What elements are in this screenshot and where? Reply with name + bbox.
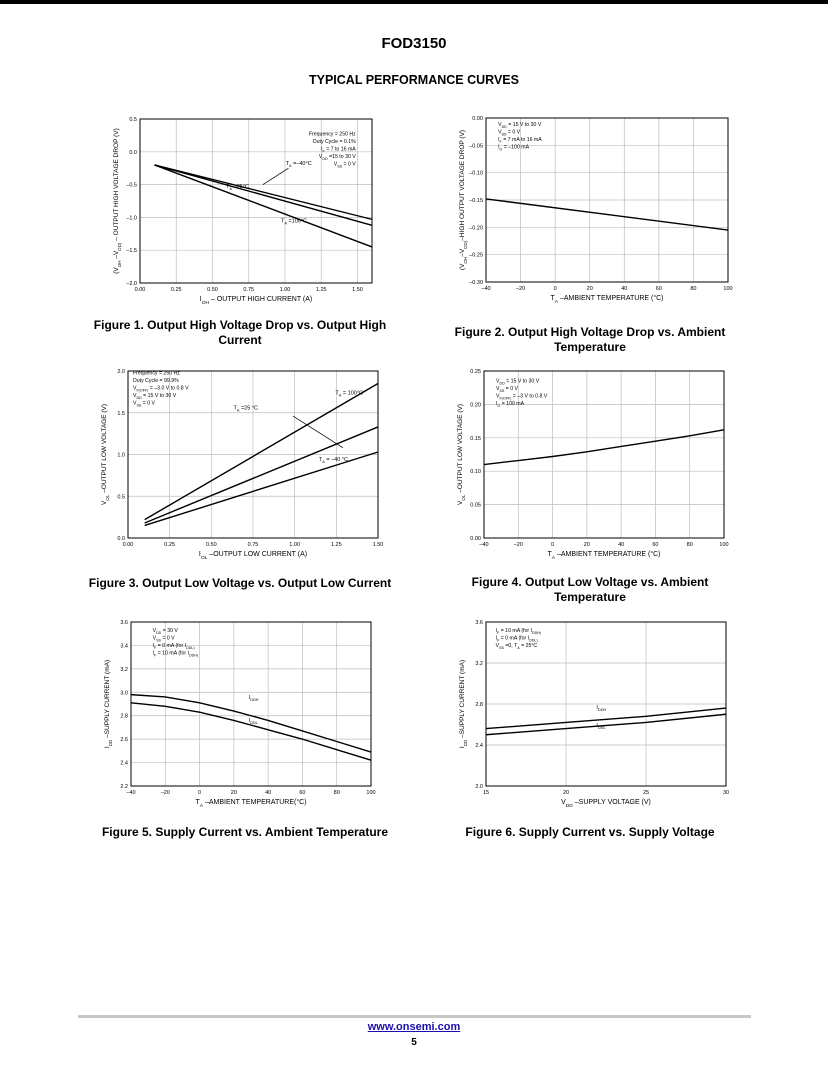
figure-1-caption: Figure 1. Output High Voltage Drop vs. Output High Current bbox=[93, 318, 387, 347]
y-tick-label: 2.0 bbox=[117, 369, 125, 375]
y-tick-label: 0.00 bbox=[470, 536, 481, 542]
y-tick-label: 3.6 bbox=[120, 620, 128, 626]
x-tick-label: 100 bbox=[719, 542, 729, 548]
y-tick-label: 0.20 bbox=[470, 402, 481, 409]
condition-text: $I_F = 10$ mA (for $I_{DDH)}$ bbox=[152, 650, 199, 658]
series-label-i-ddh: $I_{DDH}$ bbox=[596, 704, 607, 712]
x-tick-label: 80 bbox=[333, 790, 340, 796]
condition-text: $V_{DD} = 30$ V bbox=[152, 627, 178, 635]
x-tick-label: 0.25 bbox=[164, 542, 176, 548]
y-tick-label: 0.0 bbox=[129, 149, 137, 156]
y-axis-label: ($V_{OH}-V_{DD)}$–HIGH OUTPUT VOLTAGE DROP (V) bbox=[459, 129, 468, 271]
series-label-i-ddl: $I_{DDL}$ bbox=[248, 718, 258, 726]
chart-1-svg bbox=[100, 110, 400, 305]
x-tick-label: 0.75 bbox=[243, 287, 255, 293]
series-line-t-a-100-c bbox=[155, 165, 373, 247]
series-line-t-a-40-c bbox=[155, 165, 373, 219]
y-tick-label: 0.10 bbox=[470, 469, 481, 476]
series-line-t-a-100-c bbox=[145, 384, 378, 520]
y-axis-label: $V_{OL}$ –OUTPUT LOW VOLTAGE (V) bbox=[101, 403, 110, 506]
x-tick-label: 0.50 bbox=[205, 542, 217, 548]
condition-text: $V_{SS} = 0$ V bbox=[496, 386, 519, 394]
x-tick-label: –40 bbox=[479, 542, 489, 548]
y-tick-label: –0.25 bbox=[469, 252, 483, 259]
y-tick-label: –0.05 bbox=[469, 143, 483, 150]
page-number: 5 bbox=[411, 1037, 417, 1048]
series-label-t-a-25-c: $T_A =25$ °C bbox=[233, 405, 258, 413]
condition-text: $V_{SS} = 0$ V bbox=[152, 635, 175, 643]
y-tick-label: 1.0 bbox=[117, 452, 125, 459]
figure-2-chart bbox=[448, 110, 748, 322]
y-axis-label: $I_{DD}$ –SUPPLY CURRENT (mA) bbox=[459, 659, 468, 749]
x-tick-label: 1.00 bbox=[279, 287, 291, 293]
y-tick-label: 2.0 bbox=[475, 784, 483, 790]
condition-text: $V_{DD} =15$ to 30 V bbox=[318, 153, 356, 161]
x-tick-label: 100 bbox=[366, 790, 376, 796]
x-tick-label: 100 bbox=[723, 286, 733, 292]
condition-text: $I_O = 100$ mA bbox=[496, 401, 525, 409]
y-tick-label: 0.25 bbox=[470, 369, 481, 375]
condition-text: $V_{DD} = 15$ V to 30 V bbox=[133, 392, 177, 400]
figure-1-chart bbox=[100, 110, 400, 305]
x-tick-label: 40 bbox=[618, 542, 625, 548]
condition-text: Duty Cycle = 99.9% bbox=[133, 377, 179, 384]
x-tick-label: 30 bbox=[722, 790, 730, 796]
y-tick-label: 2.8 bbox=[475, 702, 483, 708]
condition-text: $V_{SS} = 0$ V bbox=[133, 400, 156, 408]
y-tick-label: –0.10 bbox=[469, 170, 483, 177]
condition-text: $V_{F(OFF)} = -3$ V to 0.8 V bbox=[496, 393, 548, 401]
x-tick-label: 60 bbox=[652, 542, 659, 548]
x-axis-label: $T_A$ –AMBIENT TEMPERATURE (°C) bbox=[547, 551, 661, 561]
x-tick-label: 20 bbox=[583, 542, 590, 548]
condition-text: $I_F = 7$ to 16 mA bbox=[321, 146, 356, 154]
y-tick-label: 1.5 bbox=[117, 410, 125, 417]
figure-4-caption: Figure 4. Output Low Voltage vs. Ambient Temperature bbox=[471, 575, 709, 604]
chart-3-svg bbox=[90, 363, 390, 563]
x-tick-label: –40 bbox=[126, 790, 136, 796]
x-tick-label: 1.25 bbox=[315, 287, 327, 293]
condition-text: $V_{SS} =0$, $T_A = 25^\circ C$ bbox=[495, 642, 538, 650]
condition-text: $I_F = 0$ mA (for $I_{DDL)}$ bbox=[495, 635, 538, 643]
x-tick-label: 1.50 bbox=[372, 542, 384, 548]
series-line-i-ddl bbox=[486, 714, 726, 735]
figure-3-chart bbox=[90, 363, 390, 563]
x-tick-label: 0.00 bbox=[122, 542, 134, 548]
y-axis-label: $I_{DD}$ –SUPPLY CURRENT (mA) bbox=[104, 659, 113, 749]
series-line-v-oh-v-dd bbox=[486, 199, 728, 230]
y-tick-label: 0.05 bbox=[470, 502, 481, 509]
series-label-t-a-40-c: $T_A =-40^\circ C$ bbox=[285, 160, 312, 168]
figure-2-caption: Figure 2. Output High Voltage Drop vs. Ambient Temperature bbox=[454, 325, 726, 354]
y-tick-label: –0.20 bbox=[469, 225, 483, 232]
x-tick-label: 20 bbox=[230, 790, 237, 796]
y-tick-label: –0.30 bbox=[469, 280, 483, 286]
condition-text: Frequency = 250 Hz bbox=[308, 131, 356, 138]
x-tick-label: 1.25 bbox=[330, 542, 342, 548]
series-line-i-ddl bbox=[131, 703, 371, 760]
series-label-t-a-40-c: $T_A = -40$ °C bbox=[318, 457, 348, 465]
series-label-t-a-100-c: $T_A =100^\circ C$ bbox=[280, 218, 308, 226]
x-axis-label: $T_A$ –AMBIENT TEMPERATURE(°C) bbox=[195, 799, 307, 809]
chart-2-svg bbox=[448, 110, 748, 322]
top-rule bbox=[0, 0, 828, 4]
y-tick-label: 3.6 bbox=[475, 620, 483, 626]
x-tick-label: 60 bbox=[299, 790, 306, 796]
chart-4-svg bbox=[446, 363, 746, 563]
x-tick-label: 40 bbox=[265, 790, 272, 796]
condition-text: Duty Cycle = 0.1% bbox=[312, 138, 356, 145]
condition-text: $V_{DD} = 15$ V to 30 V bbox=[496, 378, 540, 386]
series-label-i-ddl: $I_{DDL}$ bbox=[596, 722, 606, 730]
x-tick-label: –20 bbox=[515, 286, 526, 292]
condition-text: $V_{SS} = 0$ V bbox=[333, 161, 356, 169]
figure-6-chart bbox=[450, 614, 750, 809]
condition-text: $V_{F(OFF)} = -3.0$ V to 0.8 V bbox=[133, 385, 189, 393]
chart-5-svg bbox=[95, 614, 395, 809]
condition-text: $I_F = 10$ mA (for $I_{DDH)}$ bbox=[495, 627, 542, 635]
condition-text: $I_O = -100$ mA bbox=[498, 144, 530, 152]
y-axis-label: ($V_{OH}$ $-V_{DD)}$ – OUTPUT HIGH VOLTAGE DROP (V) bbox=[113, 128, 122, 274]
series-label-t-a-25-c: $T_A =25^\circ C$ bbox=[226, 183, 250, 191]
x-tick-label: 0.75 bbox=[247, 542, 259, 548]
y-tick-label: –0.15 bbox=[469, 198, 483, 204]
x-tick-label: 20 bbox=[562, 790, 570, 796]
chart-6-svg bbox=[450, 614, 750, 809]
y-tick-label: 2.6 bbox=[120, 737, 128, 744]
x-tick-label: 0 bbox=[553, 286, 557, 292]
series-label-t-a-100-c: $T_A = 100^\circ C$ bbox=[335, 390, 363, 398]
x-tick-label: 0 bbox=[551, 542, 555, 548]
x-tick-label: 20 bbox=[586, 286, 593, 292]
x-tick-label: 15 bbox=[482, 790, 490, 796]
y-tick-label: 0.5 bbox=[129, 117, 137, 123]
y-tick-label: –1.0 bbox=[126, 215, 137, 222]
x-tick-label: 0.25 bbox=[170, 287, 182, 293]
x-axis-label: $V_{DD}$ –SUPPLY VOLTAGE (V) bbox=[561, 799, 651, 809]
y-tick-label: 0.00 bbox=[472, 116, 483, 122]
x-tick-label: 80 bbox=[686, 542, 693, 548]
figure-5-chart bbox=[95, 614, 395, 809]
x-tick-label: –20 bbox=[160, 790, 170, 796]
series-label-i-ddh: $I_{DDH}$ bbox=[248, 695, 259, 703]
condition-text: Frequency = 250 Hz bbox=[133, 370, 180, 377]
x-tick-label: 1.50 bbox=[352, 287, 363, 293]
x-tick-label: 40 bbox=[621, 286, 628, 292]
x-axis-label: $I_{OL}$ –OUTPUT LOW CURRENT (A) bbox=[198, 551, 308, 561]
figure-5-caption: Figure 5. Supply Current vs. Ambient Temperature bbox=[101, 825, 389, 839]
condition-text: $V_{DD} = 15$ V to 30 V bbox=[498, 122, 542, 130]
series-line-t-a-25-c bbox=[145, 427, 378, 523]
footer-rule bbox=[78, 1015, 751, 1018]
y-tick-label: –1.5 bbox=[126, 248, 137, 255]
y-tick-label: 0.15 bbox=[470, 435, 481, 442]
annotation-arrow bbox=[293, 416, 343, 448]
condition-text: $V_{SS} = 0$ V bbox=[498, 129, 521, 137]
figure-3-caption: Figure 3. Output Low Voltage vs. Output Low Current bbox=[88, 576, 392, 590]
y-tick-label: 2.4 bbox=[120, 760, 128, 767]
y-tick-label: 2.2 bbox=[120, 784, 128, 790]
y-tick-label: 3.4 bbox=[120, 643, 128, 650]
x-tick-label: –20 bbox=[513, 542, 523, 548]
y-tick-label: 3.0 bbox=[120, 690, 128, 697]
y-tick-label: –2.0 bbox=[126, 281, 137, 287]
x-tick-label: –40 bbox=[481, 286, 491, 292]
series-line-v-ol bbox=[484, 430, 724, 465]
footer-website-link[interactable]: www.onsemi.com bbox=[367, 1021, 461, 1033]
x-axis-label: $T_A$ –AMBIENT TEMPERATURE (°C) bbox=[550, 295, 664, 305]
x-tick-label: 1.00 bbox=[289, 542, 301, 548]
figure-6-caption: Figure 6. Supply Current vs. Supply Voltage bbox=[465, 825, 715, 839]
y-axis-label: $V_{OL}$ –OUTPUT LOW VOLTAGE (V) bbox=[457, 403, 466, 506]
x-tick-label: 80 bbox=[690, 286, 697, 292]
y-tick-label: 0.5 bbox=[117, 494, 125, 501]
y-tick-label: 2.4 bbox=[475, 743, 483, 749]
y-tick-label: 3.2 bbox=[475, 661, 483, 667]
condition-text: $I_F = 7$ mA to 16 mA bbox=[498, 137, 542, 145]
figure-4-chart bbox=[446, 363, 746, 563]
y-tick-label: 3.2 bbox=[120, 666, 128, 673]
y-tick-label: 2.8 bbox=[120, 713, 128, 720]
condition-text: $I_F = 0$ mA (for $I_{DDL)}$ bbox=[152, 642, 195, 650]
x-axis-label: $I_{OH}$ – OUTPUT HIGH CURRENT (A) bbox=[199, 296, 313, 306]
x-tick-label: 25 bbox=[642, 790, 650, 796]
y-tick-label: 0.0 bbox=[117, 536, 125, 542]
x-tick-label: 0.00 bbox=[134, 287, 146, 293]
x-tick-label: 60 bbox=[655, 286, 662, 292]
x-tick-label: 0 bbox=[198, 790, 202, 796]
x-tick-label: 0.50 bbox=[207, 287, 218, 293]
document-title: FOD3150 bbox=[381, 35, 447, 52]
y-tick-label: –0.5 bbox=[126, 182, 137, 189]
series-line-t-a-25-c bbox=[155, 165, 373, 225]
section-title: TYPICAL PERFORMANCE CURVES bbox=[309, 73, 519, 87]
